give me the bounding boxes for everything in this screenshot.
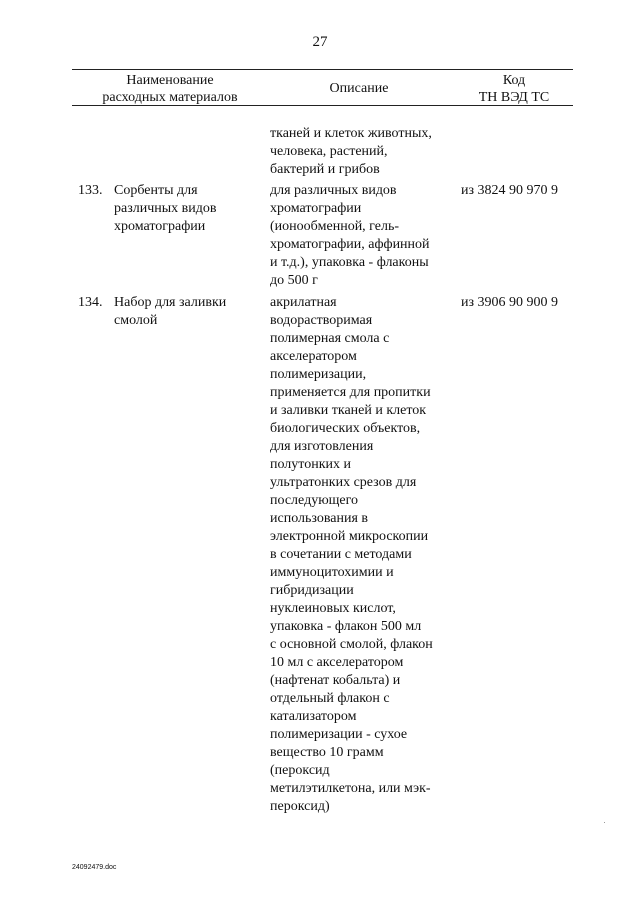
scan-speck xyxy=(604,822,605,823)
footer-filename: 24092479.doc xyxy=(72,864,117,871)
row-number: 134. xyxy=(78,295,103,310)
row-number: 133. xyxy=(78,183,103,198)
continued-description: тканей и клеток животных, человека, растений, бактерий и грибов xyxy=(270,126,432,177)
row-description: для различных видов хроматографии (ионообменной, гель- хроматографии, аффинной и т.д.), упаковка - флаконы до 500 г xyxy=(270,183,430,288)
header-code-column: Код ТН ВЭД ТС xyxy=(478,73,550,105)
row-name: Набор для заливки смолой xyxy=(114,295,227,328)
header-description-column: Описание xyxy=(329,81,389,96)
row-name: Сорбенты для различных видов хроматографии xyxy=(114,183,217,234)
row-code: из 3906 90 900 9 xyxy=(461,295,559,310)
row-description: акрилатная водорастворимая полимерная смола с акселератором полимеризации, применяется для пропитки и заливки тканей и клеток биологических объектов, для изготовления полутонких и ультратонких срезов для последующего использования в электронной микроскопии в сочетании с методами иммуноцитохимии и гибридизации нуклеиновых кислот, упаковка - флакон 500 мл с основной смолой, флакон 10 мл с акселератором (нафтенат кобальта) и отдельный флакон с катализатором полимеризации - сухое вещество 10 грамм (пероксид метилэтилкетона, или мэк- пероксид) xyxy=(270,295,433,814)
header-bottom-rule xyxy=(72,105,573,106)
page-number: 27 xyxy=(312,34,328,50)
row-code: из 3824 90 970 9 xyxy=(461,183,559,198)
table-top-rule xyxy=(72,69,573,70)
header-name-column: Наименование расходных материалов xyxy=(102,73,238,105)
